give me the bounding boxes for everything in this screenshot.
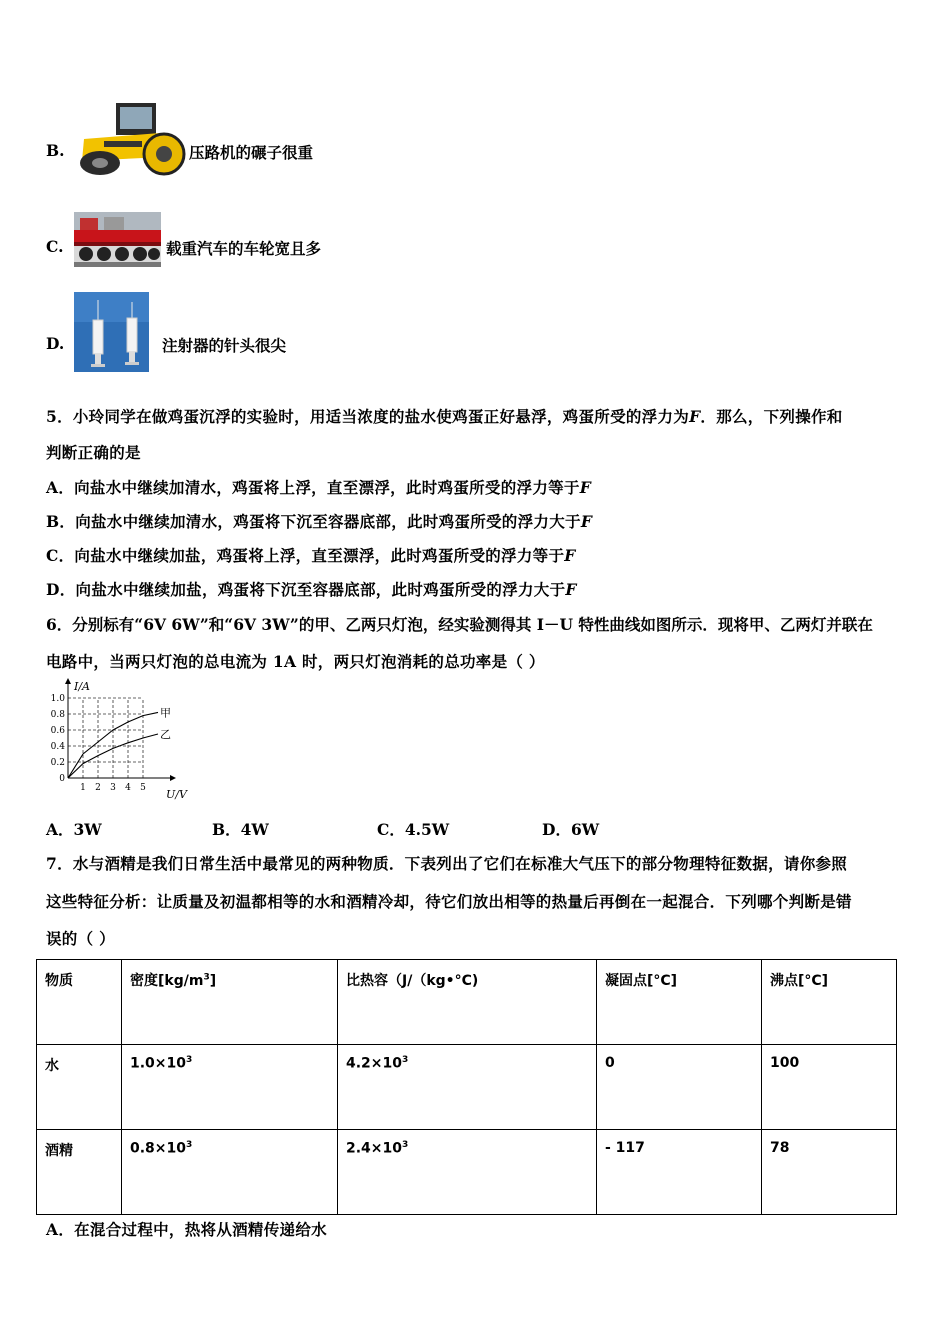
q4-option-c-text: 载重汽车的车轮宽且多 (166, 239, 322, 258)
q7-stem-line1: 7．水与酒精是我们日常生活中最常见的两种物质．下表列出了它们在标准大气压下的部分物理特征数据，请你参照 (46, 854, 848, 873)
y-tick-label: 0.4 (50, 742, 65, 752)
x-tick-label: 3 (110, 783, 116, 793)
truck-trailer (74, 230, 161, 242)
q6-choice-a: A．3W (46, 820, 102, 839)
series-label: 乙 (160, 728, 171, 741)
table-cell: 酒精 (37, 1130, 122, 1215)
y-tick-label: 0.8 (50, 710, 65, 720)
table-cell: $1.0\times 10^3$ (122, 1045, 338, 1130)
series-label: 甲 (160, 706, 171, 720)
y-axis-label: I/A (74, 680, 90, 693)
table-header-cell: 凝固点[°C] (597, 960, 762, 1045)
y-tick-label: 1.0 (50, 694, 65, 704)
table-header-cell: 比热容（J/（kg•°C) (338, 960, 597, 1045)
y-axis-arrow (65, 678, 71, 684)
heavy-truck-image (74, 212, 161, 267)
q7-stem-line2: 这些特征分析：让质量及初温都相等的水和酒精冷却，待它们放出相等的热量后再倒在一起混合．下列哪个判断是错 (46, 892, 852, 911)
table-cell: 100 (762, 1045, 897, 1130)
q5-option-d: D．向盐水中继续加盐，鸡蛋将下沉至容器底部，此时鸡蛋所受的浮力大于F (46, 580, 577, 599)
table-cell: - 117 (597, 1130, 762, 1215)
table-cell: 78 (762, 1130, 897, 1215)
table-cell: $4.2\times 10^3$ (338, 1045, 597, 1130)
iu-characteristic-chart (44, 678, 187, 804)
q7-stem-line3: 误的（ ） (46, 929, 115, 948)
table-row (37, 1045, 897, 1130)
x-axis-label: U/V (166, 788, 187, 801)
road-roller-image (74, 99, 188, 177)
table-cell: $2.4\times 10^3$ (338, 1130, 597, 1215)
q6-choice-c: C．4.5W (377, 820, 450, 839)
x-axis-arrow (170, 775, 176, 781)
q5-option-b: B．向盐水中继续加清水，鸡蛋将下沉至容器底部，此时鸡蛋所受的浮力大于F (46, 512, 593, 531)
properties-table (36, 959, 897, 1215)
syringes-image (74, 292, 149, 372)
q4-option-b-text: 压路机的碾子很重 (189, 143, 314, 162)
x-tick-label: 4 (125, 783, 131, 793)
q4-option-b-letter: B. (46, 141, 65, 160)
q4-option-d-letter: D. (46, 334, 65, 353)
syringe-right (127, 318, 137, 352)
q7-option-a: A．在混合过程中，热将从酒精传递给水 (46, 1220, 327, 1239)
table-header-cell: 密度$[kg/m^3]$ (122, 960, 338, 1045)
y-tick-label: 0 (59, 774, 65, 784)
table-header-cell: 物质 (37, 960, 122, 1045)
y-tick-label: 0.6 (50, 726, 65, 736)
q6-choice-d: D．6W (542, 820, 600, 839)
y-tick-label: 0.2 (50, 758, 65, 768)
x-tick-label: 1 (80, 783, 86, 793)
q5-option-c: C．向盐水中继续加盐，鸡蛋将上浮，直至漂浮，此时鸡蛋所受的浮力等于F (46, 546, 576, 565)
table-row (37, 1130, 897, 1215)
q4-option-d-text: 注射器的针头很尖 (162, 336, 287, 355)
q5-stem-line1: 5．小玲同学在做鸡蛋沉浮的实验时，用适当浓度的盐水使鸡蛋正好悬浮，鸡蛋所受的浮力为F．那么，下列操作和 (46, 407, 843, 426)
q6-choice-b: B．4W (212, 820, 269, 839)
q5-option-a: A．向盐水中继续加清水，鸡蛋将上浮，直至漂浮，此时鸡蛋所受的浮力等于F (46, 478, 592, 497)
table-cell: 水 (37, 1045, 122, 1130)
q4-option-c-letter: C. (46, 237, 64, 256)
x-tick-label: 5 (140, 783, 146, 793)
syringe-left (93, 320, 103, 354)
q6-stem-line2: 电路中，当两只灯泡的总电流为 1A 时，两只灯泡消耗的总功率是（ ） (46, 652, 545, 671)
x-tick-label: 2 (95, 783, 101, 793)
table-header-cell: 沸点[°C] (762, 960, 897, 1045)
table-cell: $0.8\times 10^3$ (122, 1130, 338, 1215)
q5-stem-line2: 判断正确的是 (46, 443, 141, 462)
table-header-row (37, 960, 897, 1045)
q6-stem-line1: 6．分别标有“6V 6W”和“6V 3W”的甲、乙两只灯泡，经实验测得其 I－U 特性曲线如图所示．现将甲、乙两灯并联在 (46, 615, 873, 634)
table-cell: 0 (597, 1045, 762, 1130)
